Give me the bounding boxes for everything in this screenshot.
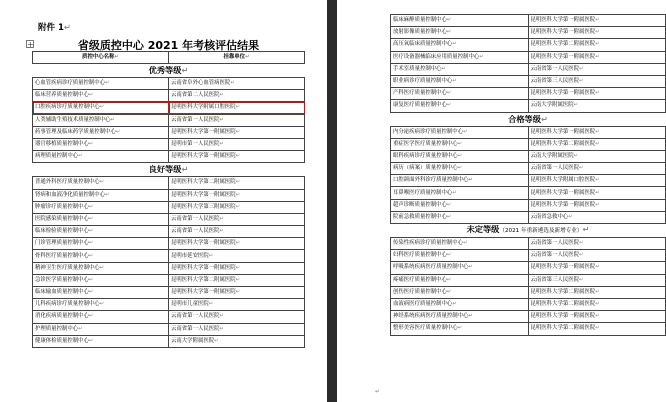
host-unit-cell[interactable]: 昆明医科大学第一附属医院↵: [528, 126, 666, 138]
center-name-cell[interactable]: 病理质量控制中心↵: [33, 151, 169, 163]
host-unit-cell[interactable]: 云南大学附属医院↵: [169, 335, 305, 347]
paragraph-mark[interactable]: ↵: [375, 388, 381, 395]
table-row: [33, 177, 305, 189]
center-name-cell[interactable]: 消化疾病质量控制中心↵: [33, 311, 169, 323]
center-name-cell[interactable]: 儿科疾病诊疗质量控制中心↵: [33, 299, 169, 311]
host-unit-cell[interactable]: 云南省第一人民医院↵: [169, 213, 305, 225]
host-unit-cell[interactable]: 昆明医科大学附属口腔医院↵: [528, 175, 666, 187]
host-unit-cell[interactable]: 云南省第三人民医院↵: [528, 75, 666, 87]
center-name-cell[interactable]: 重症医学医疗质量控制中心↵: [391, 138, 529, 150]
center-name-cell[interactable]: 医疗设备器械临床应用质量控制中心↵: [391, 51, 529, 63]
center-name-cell[interactable]: 护理质量控制中心↵: [33, 323, 169, 335]
table-row: [391, 51, 666, 63]
table-row: [33, 90, 305, 102]
table-row: [33, 151, 305, 163]
table-row: [33, 335, 305, 347]
section-heading: 良好等级↵: [33, 163, 305, 177]
annex-label: 附件 1↵: [38, 23, 71, 33]
center-name-cell[interactable]: 手术室质量控制中心↵: [391, 63, 529, 75]
host-unit-cell[interactable]: 昆明医科大学第一附属医院↵: [528, 88, 666, 100]
host-unit-cell[interactable]: 昆明市延安医院↵: [169, 250, 305, 262]
table-row: [33, 189, 305, 201]
center-name-cell[interactable]: 普通外科医疗质量控制中心↵: [33, 177, 169, 189]
center-name-cell[interactable]: 临床麻醉质量控制中心↵: [391, 15, 529, 27]
center-name-cell[interactable]: 传染性疾病诊疗质量控制中心↵: [391, 238, 529, 250]
table-row: [391, 39, 666, 51]
center-name-cell[interactable]: 医院感染质量控制中心↵: [33, 213, 169, 225]
host-unit-cell[interactable]: 昆明医科大学第一附属医院↵: [169, 262, 305, 274]
host-unit-cell[interactable]: 昆明医科大学第一附属医院↵: [169, 287, 305, 299]
table-row: [33, 299, 305, 311]
host-unit-cell[interactable]: 云南省第一人民医院↵: [528, 238, 666, 250]
table-row: [33, 201, 305, 213]
center-name-cell[interactable]: 病历（病案）质量控制中心↵: [391, 163, 529, 175]
page-gutter: [327, 0, 337, 402]
table-row: [391, 126, 666, 138]
table-row: [33, 262, 305, 274]
table-row: [391, 15, 666, 27]
host-unit-cell[interactable]: 云南省第二人民医院↵: [169, 90, 305, 102]
center-name-cell[interactable]: 肿瘤诊疗质量控制中心↵: [33, 201, 169, 213]
host-unit-cell[interactable]: 昆明医科大学第二附属医院↵: [169, 274, 305, 286]
center-name-cell[interactable]: 高压氧临床质量控制中心↵: [391, 39, 529, 51]
host-unit-cell[interactable]: 云南大学附属医院↵: [528, 150, 666, 162]
table-row: [33, 102, 305, 114]
center-name-cell[interactable]: 放射影像质量控制中心↵: [391, 27, 529, 39]
table-row: [33, 311, 305, 323]
host-unit-cell[interactable]: 昆明医科大学第一附属医院↵: [528, 27, 666, 39]
center-name-cell[interactable]: 急诊医学质量控制中心↵: [33, 274, 169, 286]
table-row: [391, 63, 666, 75]
center-name-cell[interactable]: 临床检验质量控制中心↵: [33, 226, 169, 238]
center-name-cell[interactable]: 精神卫生医疗质量控制中心↵: [33, 262, 169, 274]
table-row: [391, 75, 666, 87]
center-name-cell[interactable]: 口腔疾病诊疗质量控制中心↵: [33, 102, 169, 114]
center-name-cell[interactable]: 肾病和血液净化质量控制中心↵: [33, 189, 169, 201]
table-row: [391, 238, 666, 250]
table-row: [391, 175, 666, 187]
table-row: [33, 238, 305, 250]
table-row: [33, 52, 305, 64]
table-row: [391, 286, 666, 298]
table-row: [391, 311, 666, 323]
table-row: [33, 213, 305, 225]
document-page-right: [337, 0, 666, 402]
center-name-cell[interactable]: 人类辅助生殖技术质量控制中心↵: [33, 114, 169, 126]
table-row: [33, 226, 305, 238]
host-unit-cell[interactable]: 云南省第一人民医院↵: [528, 163, 666, 175]
section-heading: 合格等级↵: [391, 112, 666, 126]
host-unit-cell[interactable]: 昆明医科大学第一附属医院↵: [528, 262, 666, 274]
host-unit-cell[interactable]: 昆明医科大学第一附属医院↵: [169, 151, 305, 163]
table-row: [391, 163, 666, 175]
table-row: [391, 250, 666, 262]
center-name-cell[interactable]: 神经系统疾病医疗质量控制中心↵: [391, 311, 529, 323]
host-unit-cell[interactable]: 昆明医科大学第二附属医院↵: [528, 39, 666, 51]
results-table-left: [32, 51, 305, 348]
center-name-cell[interactable]: 药事管理及临床药学质量控制中心↵: [33, 126, 169, 138]
document-page-left: [0, 0, 327, 402]
table-row: [391, 100, 666, 112]
results-table-right: [390, 14, 666, 336]
host-unit-cell[interactable]: 昆明医科大学第一附属医院↵: [528, 15, 666, 27]
center-name-cell[interactable]: 妇科医疗质量控制中心↵: [391, 250, 529, 262]
host-unit-cell[interactable]: 昆明医科大学第二附属医院↵: [528, 323, 666, 335]
table-row: [33, 114, 305, 126]
host-unit-cell[interactable]: 昆明市儿童医院↵: [169, 299, 305, 311]
host-unit-cell[interactable]: 昆明市第一人民医院↵: [169, 138, 305, 150]
table-row: [33, 287, 305, 299]
center-name-cell[interactable]: 口腔颌面外科诊疗质量控制中心↵: [391, 175, 529, 187]
center-name-cell[interactable]: 门诊管理质量控制中心↵: [33, 238, 169, 250]
host-unit-cell[interactable]: 云南大学附属医院↵: [528, 100, 666, 112]
host-unit-cell[interactable]: 云南省第一人民医院↵: [169, 323, 305, 335]
center-name-cell[interactable]: 职业病诊疗质量控制中心↵: [391, 75, 529, 87]
section-heading: 未定等级（2021 年重新遴选及新增专业）↵: [391, 224, 666, 238]
host-unit-cell[interactable]: 昆明医科大学第一附属医院↵: [169, 189, 305, 201]
table-move-handle-icon[interactable]: +: [27, 40, 34, 49]
center-name-cell[interactable]: 眼科疾病诊疗质量控制中心↵: [391, 150, 529, 162]
table-row: [391, 138, 666, 150]
host-unit-cell[interactable]: 昆明医科大学第一附属医院↵: [528, 187, 666, 199]
host-unit-cell[interactable]: 云南省阜外心血管病医院↵: [169, 78, 305, 90]
table-row: [33, 78, 305, 90]
center-name-cell[interactable]: 整形美容医疗质量控制中心↵: [391, 323, 529, 335]
center-name-cell[interactable]: 器官移植质量控制中心↵: [33, 138, 169, 150]
center-name-cell[interactable]: 康复医疗质量控制中心↵: [391, 100, 529, 112]
section-heading: 优秀等级↵: [33, 64, 305, 78]
center-name-cell[interactable]: 创伤医疗质量控制中心↵: [391, 286, 529, 298]
center-name-cell[interactable]: 超声诊断质量控制中心↵: [391, 199, 529, 211]
document-title: 省级质控中心 2021 年考核评估结果: [77, 39, 260, 52]
table-row: [391, 298, 666, 310]
center-name-cell[interactable]: 临床营养质量控制中心↵: [33, 90, 169, 102]
host-unit-cell[interactable]: 昆明医科大学第一附属医院↵: [528, 311, 666, 323]
center-name-cell[interactable]: 血液病医疗质量控制中心↵: [391, 298, 529, 310]
table-row: [391, 88, 666, 100]
host-unit-cell[interactable]: 昆明医科大学第一附属医院↵: [169, 238, 305, 250]
host-unit-cell[interactable]: 云南省第一人民医院↵: [169, 226, 305, 238]
table-row: [33, 274, 305, 286]
host-unit-cell[interactable]: 昆明医科大学第一附属医院↵: [169, 126, 305, 138]
host-unit-cell[interactable]: 云南省急救中心↵: [528, 211, 666, 223]
table-row: [391, 262, 666, 274]
table-row: [33, 138, 305, 150]
center-name-cell[interactable]: 临床输血质量控制中心↵: [33, 287, 169, 299]
host-unit-cell[interactable]: 昆明医科大学第二附属医院↵: [169, 177, 305, 189]
host-unit-cell[interactable]: 云南省第三人民医院↵: [528, 274, 666, 286]
host-unit-cell[interactable]: 云南省第一人民医院↵: [169, 114, 305, 126]
host-unit-cell[interactable]: 昆明医科大学第一附属医院↵: [528, 51, 666, 63]
table-row: [391, 274, 666, 286]
table-row: [391, 27, 666, 39]
host-unit-cell[interactable]: 云南省第一人民医院↵: [169, 311, 305, 323]
center-name-cell[interactable]: 心血管疾病诊疗质量控制中心↵: [33, 78, 169, 90]
table-row: [391, 187, 666, 199]
table-row: [33, 126, 305, 138]
host-unit-cell[interactable]: 云南省第一人民医院↵: [528, 63, 666, 75]
host-unit-cell[interactable]: 昆明医科大学附属口腔医院↵: [169, 102, 305, 114]
center-name-cell[interactable]: 内分泌疾病诊疗质量控制中心↵: [391, 126, 529, 138]
table-row: [391, 150, 666, 162]
host-unit-cell[interactable]: 昆明医科大学第二附属医院↵: [528, 138, 666, 150]
table-row: [391, 211, 666, 223]
center-name-cell[interactable]: 呼吸系统疾病医疗质量控制中心↵: [391, 262, 529, 274]
table-row: [33, 250, 305, 262]
host-unit-cell[interactable]: 挂靠单位↵: [169, 52, 305, 64]
host-unit-cell[interactable]: 昆明医科大学第一附属医院↵: [528, 199, 666, 211]
center-name-cell[interactable]: 健康体检质量控制中心↵: [33, 335, 169, 347]
host-unit-cell[interactable]: 昆明医科大学第二附属医院↵: [528, 298, 666, 310]
center-name-cell[interactable]: 质控中心名称↵: [33, 52, 169, 64]
host-unit-cell[interactable]: 云南省第一人民医院↵: [528, 250, 666, 262]
table-row: [391, 323, 666, 335]
center-name-cell[interactable]: 骨科医疗质量控制中心↵: [33, 250, 169, 262]
host-unit-cell[interactable]: 昆明医科大学第二附属医院↵: [528, 286, 666, 298]
center-name-cell[interactable]: 院前急救质量控制中心↵: [391, 211, 529, 223]
center-name-cell[interactable]: 疼痛医疗质量控制中心↵: [391, 274, 529, 286]
center-name-cell[interactable]: 产科医疗质量控制中心↵: [391, 88, 529, 100]
table-row: [33, 323, 305, 335]
table-row: [391, 199, 666, 211]
host-unit-cell[interactable]: 昆明医科大学第三附属医院↵: [169, 201, 305, 213]
center-name-cell[interactable]: 耳鼻喉医疗质量控制中心↵: [391, 187, 529, 199]
